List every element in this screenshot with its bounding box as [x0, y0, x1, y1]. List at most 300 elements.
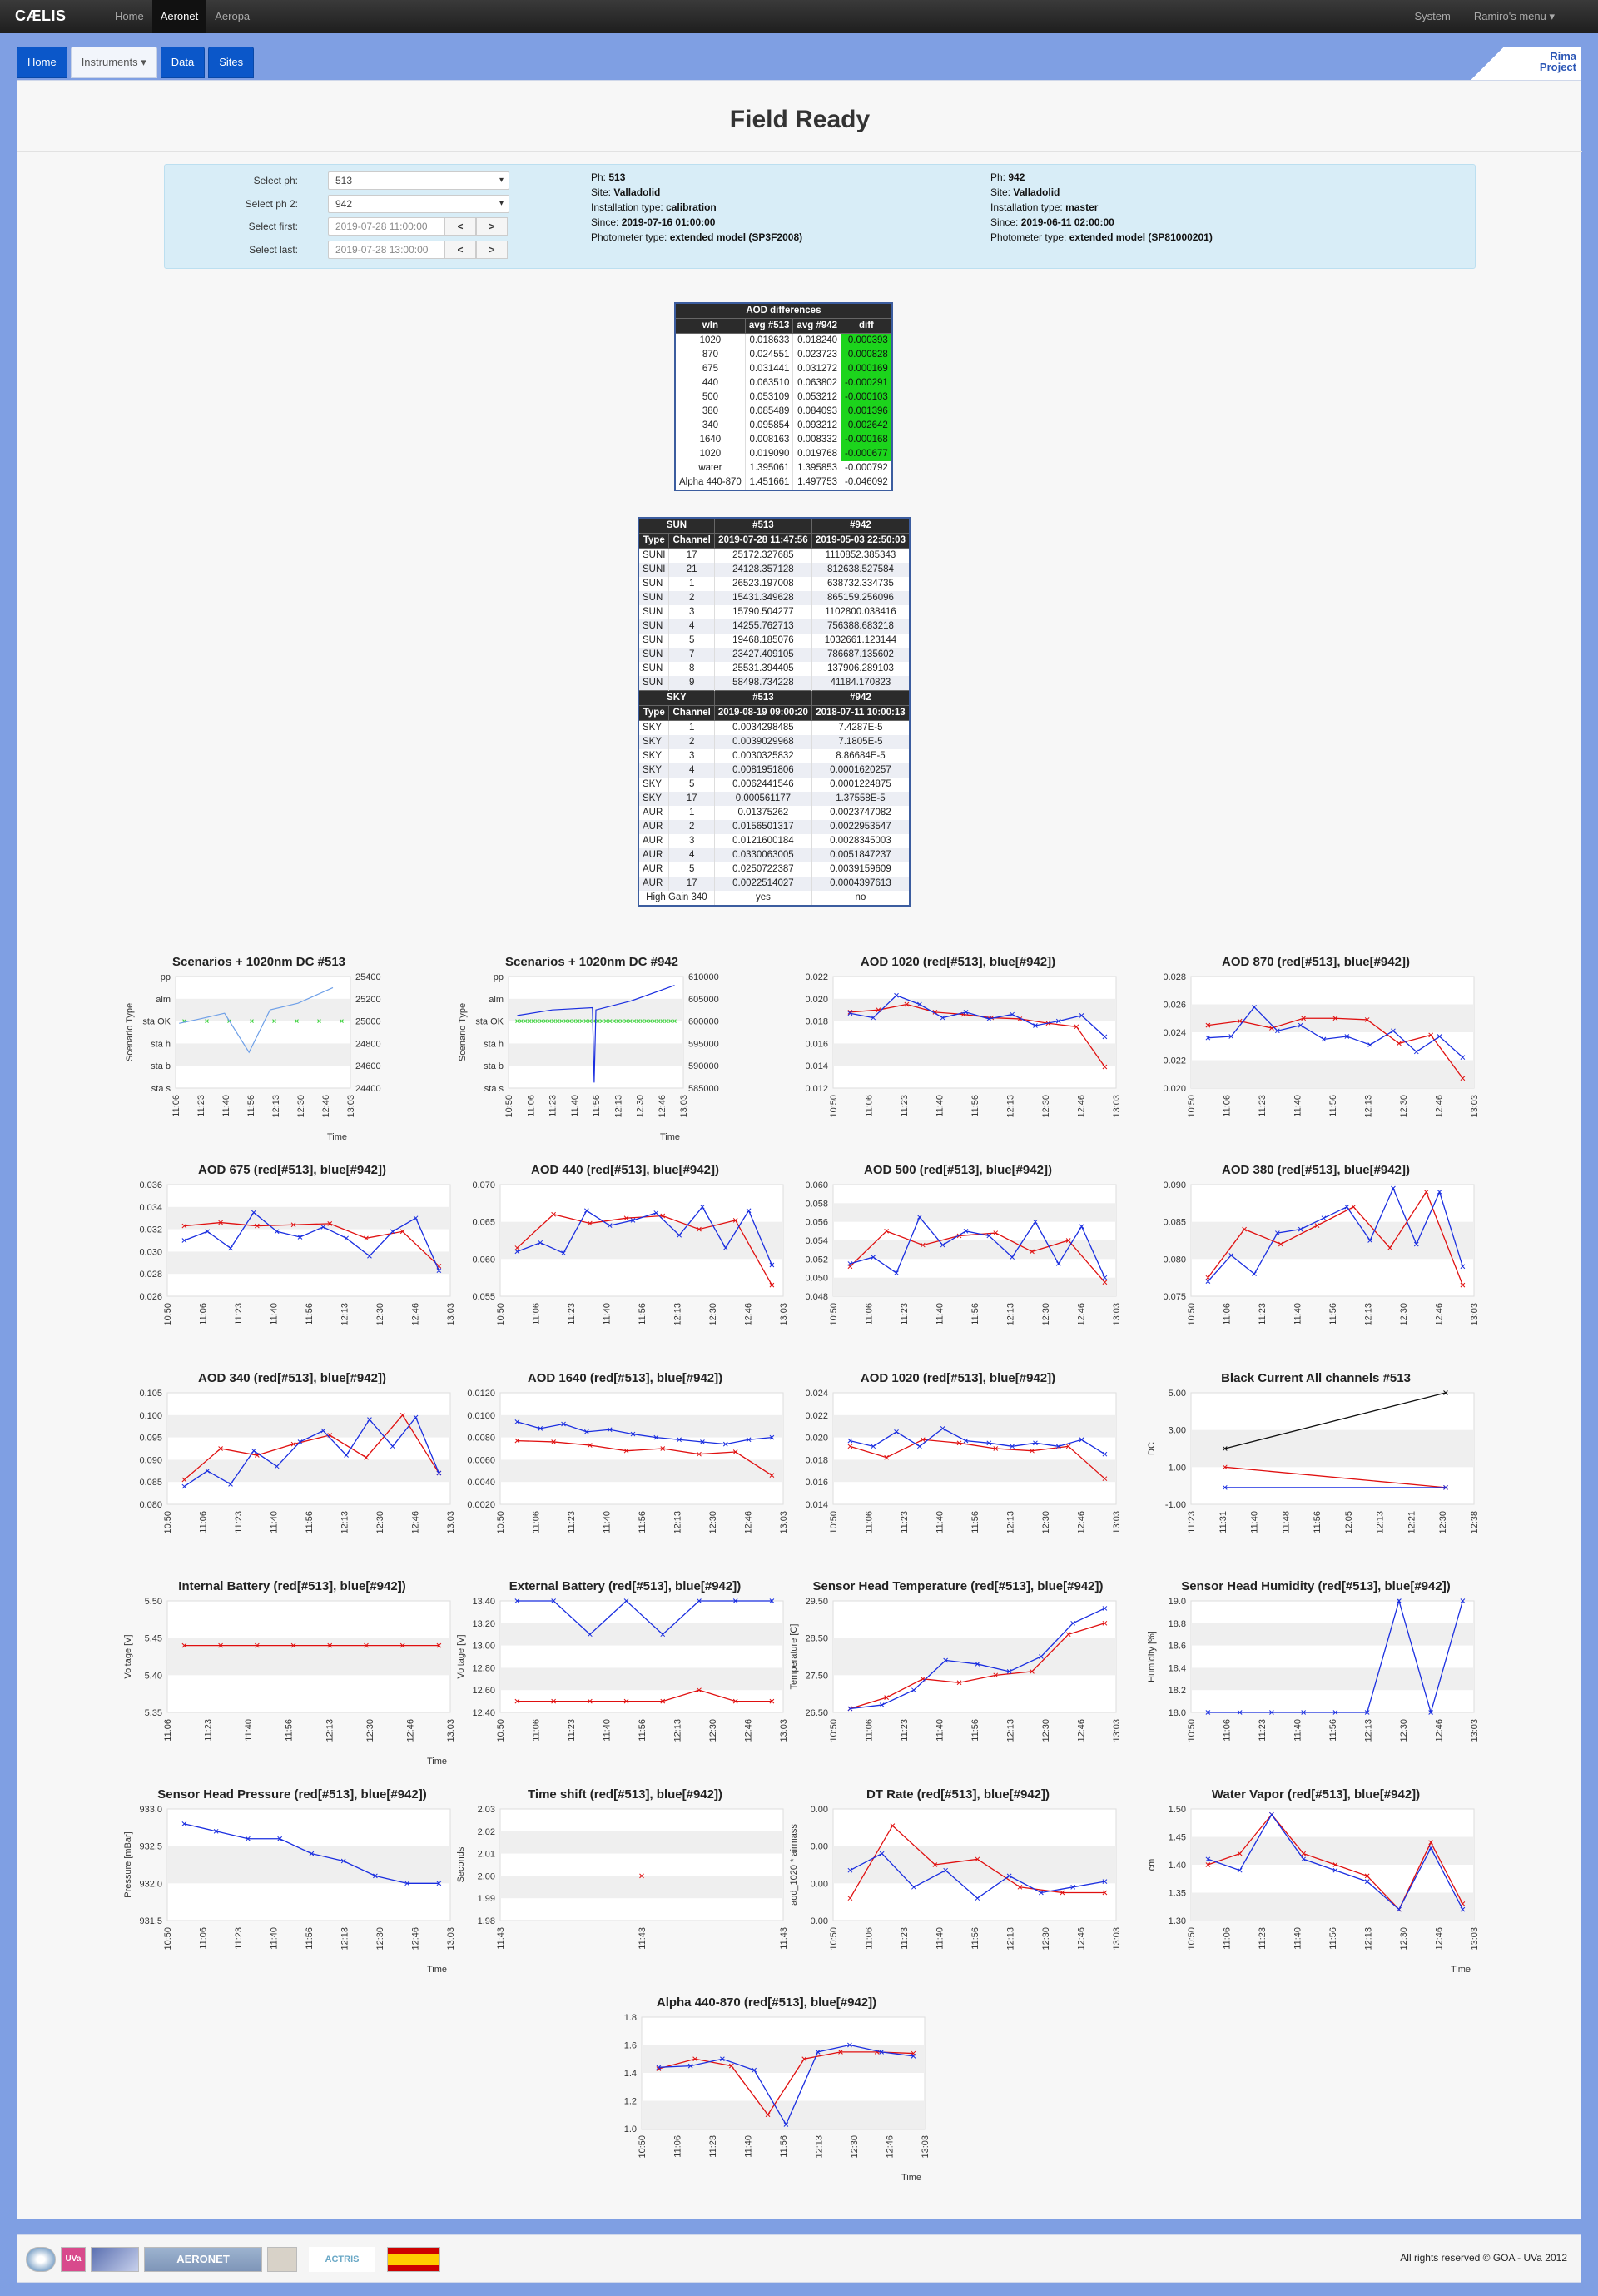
x-tick-label: 11:40: [935, 1927, 945, 1950]
uva-logo[interactable]: UVa: [61, 2247, 86, 2272]
x-tick-label: 11:23: [203, 1719, 214, 1742]
table-cell: 675: [675, 362, 745, 376]
x-tick-label: 11:40: [743, 2135, 754, 2158]
plot-area: [833, 1393, 1116, 1504]
x-tick-label: 11:43: [638, 1927, 648, 1950]
x-tick-label: 11:06: [531, 1719, 542, 1742]
x-tick-label: 10:50: [1187, 1719, 1197, 1742]
x-tick-label: 11:06: [526, 1095, 537, 1117]
chart: [450, 1579, 800, 1771]
x-tick-label: 12:46: [410, 1511, 421, 1534]
table-cell: -0.000291: [841, 376, 892, 390]
table-cell: 865159.256096: [811, 591, 910, 605]
x-tick-label: 12:13: [672, 1719, 683, 1742]
chart: [450, 1163, 800, 1354]
x-tick-label: 11:06: [864, 1511, 875, 1533]
y-tick-label: 18.0: [1168, 1708, 1186, 1718]
x-tick-label: 11:06: [198, 1303, 209, 1325]
table-cell: 0.0022953547: [811, 820, 910, 834]
chart-title: AOD 440 (red[#513], blue[#942]): [531, 1163, 719, 1177]
chart-svg: [450, 1804, 800, 1979]
chart-svg: [592, 2012, 941, 2187]
table-cell: 440: [675, 376, 745, 390]
table-cell: SKY: [638, 749, 669, 763]
table-cell: 0.063510: [745, 376, 793, 390]
table-cell: 0.0028345003: [811, 834, 910, 848]
nav-system[interactable]: System: [1414, 10, 1451, 22]
nav-user-menu[interactable]: Ramiro's menu ▾: [1473, 10, 1555, 22]
x-tick-label: 12:46: [410, 1303, 421, 1326]
table-cell: AUR: [638, 848, 669, 862]
top-navbar: [0, 0, 1598, 33]
chart-title: AOD 675 (red[#513], blue[#942]): [198, 1163, 386, 1177]
chart-svg: [450, 972, 733, 1146]
table-row: [638, 763, 910, 778]
table-header-row: [675, 303, 892, 319]
y-tick-label: 1.45: [1168, 1832, 1186, 1843]
table-cell: 0.018240: [793, 334, 841, 349]
x-tick-label: 12:30: [375, 1511, 385, 1534]
last-next-button[interactable]: >: [476, 241, 508, 259]
table-row: [638, 648, 910, 662]
rimo-logo[interactable]: [91, 2247, 139, 2272]
x-tick-label: 11:23: [1258, 1719, 1268, 1742]
table-cell: 0.053212: [793, 390, 841, 405]
table-row: [675, 348, 892, 362]
table-row: [638, 778, 910, 792]
table-cell: 0.008163: [745, 433, 793, 447]
x-tick-label: 11:06: [1222, 1095, 1233, 1117]
chart-title: AOD 340 (red[#513], blue[#942]): [198, 1371, 386, 1385]
x-tick-label: 12:46: [1076, 1303, 1087, 1326]
x-tick-label: 11:40: [269, 1927, 280, 1950]
x-tick-label: 12:30: [1041, 1303, 1051, 1326]
table-header-row: [675, 319, 892, 334]
table-cell: 17: [669, 877, 714, 891]
x-tick-label: 12:13: [1363, 1719, 1374, 1742]
table-cell: 786687.135602: [811, 648, 910, 662]
chart-title: AOD 1640 (red[#513], blue[#942]): [527, 1371, 723, 1385]
ph-select[interactable]: 513 ▾: [328, 171, 509, 190]
x-tick-label: 10:50: [829, 1719, 839, 1742]
column-header: SUN: [638, 518, 714, 534]
y-tick-label: sta h: [151, 1039, 171, 1050]
table-cell: 1: [669, 806, 714, 820]
x-tick-label: 11:06: [1222, 1927, 1233, 1950]
x-tick-label: 11:56: [970, 1095, 980, 1117]
table-cell: 9: [669, 676, 714, 691]
y-tick-label: 0.026: [1163, 1000, 1186, 1011]
table-cell: 1640: [675, 433, 745, 447]
x-tick-label: 13:03: [1470, 1095, 1480, 1118]
table-cell: 3: [669, 605, 714, 619]
table-cell: 41184.170823: [811, 676, 910, 691]
tab-home[interactable]: Home: [17, 47, 67, 78]
chart: [117, 1787, 467, 1979]
plot-area: [167, 1185, 450, 1296]
x-tick-label: 11:23: [1258, 1927, 1268, 1950]
plot-area: [500, 1601, 783, 1712]
chart: [450, 1371, 800, 1563]
chart-svg: [783, 1180, 1133, 1354]
x-tick-label: 12:30: [708, 1719, 718, 1742]
y-tick-label: sta s: [484, 1084, 504, 1094]
y-tick-label: 18.8: [1168, 1618, 1186, 1629]
y-tick-label: 0.014: [805, 1061, 828, 1072]
column-header: wln: [675, 319, 745, 334]
table-cell: 3: [669, 834, 714, 848]
x-tick-label: 12:30: [1041, 1927, 1051, 1951]
table-cell: 340: [675, 419, 745, 433]
x-tick-label: 12:13: [271, 1095, 281, 1118]
y-tick-label: 29.50: [805, 1597, 828, 1607]
x-tick-label: 12:46: [657, 1095, 667, 1118]
x-tick-label: 12:13: [672, 1303, 683, 1326]
y-tick-label: 0.0120: [467, 1389, 495, 1399]
chart-svg: [783, 972, 1133, 1146]
actris-logo[interactable]: ACTRIS: [309, 2247, 375, 2272]
x-tick-label: 11:40: [602, 1303, 613, 1325]
copyright-text: All rights reserved © GOA - UVa 2012: [1400, 2252, 1567, 2264]
table-cell: 0.0062441546: [714, 778, 811, 792]
chart-svg: [783, 1804, 1133, 1979]
x-tick-label: 12:13: [672, 1511, 683, 1534]
table-cell: SUN: [638, 619, 669, 634]
x-tick-label: 13:03: [1112, 1511, 1122, 1534]
y2-tick-label: 25200: [355, 994, 381, 1005]
y-axis-label: cm: [1147, 1858, 1157, 1871]
table-cell: 380: [675, 405, 745, 419]
y-tick-label: 932.0: [139, 1879, 162, 1890]
tab-sites[interactable]: Sites: [208, 47, 254, 78]
x-tick-label: 11:40: [1293, 1719, 1303, 1742]
y-tick-label: 5.00: [1168, 1389, 1186, 1399]
y-tick-label: sta b: [151, 1061, 171, 1072]
table-row: [675, 461, 892, 475]
table-cell: 17: [669, 549, 714, 564]
section-tabs: [17, 47, 254, 78]
chart-svg: [117, 1388, 467, 1563]
x-tick-label: 11:56: [970, 1927, 980, 1950]
column-header: #513: [714, 518, 811, 534]
y-axis-label: Scenario Type: [458, 1002, 468, 1062]
x-tick-label: 13:03: [1112, 1095, 1122, 1118]
table-cell: 0.085489: [745, 405, 793, 419]
grid-band: [1191, 1222, 1474, 1260]
x-tick-label: 13:03: [779, 1511, 789, 1534]
table-cell: Alpha 440-870: [675, 475, 745, 490]
grid-band: [167, 1207, 450, 1230]
chart-title: DT Rate (red[#513], blue[#942]): [866, 1787, 1050, 1802]
y-tick-label: 5.40: [144, 1671, 162, 1682]
x-tick-label: 11:23: [234, 1927, 244, 1950]
y-tick-label: 0.090: [139, 1455, 162, 1466]
y-tick-label: 0.020: [805, 1433, 828, 1444]
first-prev-button[interactable]: <: [444, 217, 476, 236]
table-cell: 1102800.038416: [811, 605, 910, 619]
y-tick-label: 5.45: [144, 1633, 162, 1644]
chart-svg: [1141, 1596, 1491, 1771]
chart-svg: [117, 1596, 467, 1771]
table-cell: 0.024551: [745, 348, 793, 362]
x-tick-label: 11:56: [1328, 1095, 1338, 1117]
y-tick-label: 0.050: [805, 1273, 828, 1284]
y-tick-label: 0.055: [472, 1292, 495, 1302]
column-header: avg #942: [793, 319, 841, 334]
x-tick-label: 12:30: [1438, 1511, 1449, 1534]
tab-data[interactable]: Data: [161, 47, 205, 78]
table-cell: AUR: [638, 862, 669, 877]
table-cell: 0.0156501317: [714, 820, 811, 834]
table-cell: 5: [669, 778, 714, 792]
x-axis-label: Time: [1450, 1965, 1471, 1975]
last-prev-button[interactable]: <: [444, 241, 476, 259]
column-header: #513: [714, 691, 811, 706]
table-cell: 0.0039029968: [714, 735, 811, 749]
x-tick-label: 11:06: [1222, 1719, 1233, 1742]
y-tick-label: 1.00: [1168, 1463, 1186, 1474]
y-tick-label: alm: [489, 994, 504, 1005]
plot-area: [509, 977, 683, 1088]
table-cell: 0.023723: [793, 348, 841, 362]
y-tick-label: 0.048: [805, 1292, 828, 1302]
table-cell: SUN: [638, 577, 669, 591]
x-tick-label: 11:40: [1293, 1927, 1303, 1950]
grid-band: [1191, 1837, 1474, 1866]
table-cell: 0.0030325832: [714, 749, 811, 763]
y-tick-label: 0.00: [810, 1805, 828, 1815]
x-tick-label: 12:13: [613, 1095, 624, 1118]
x-tick-label: 12:13: [1375, 1511, 1386, 1534]
table-cell: 0.093212: [793, 419, 841, 433]
table-row: [675, 447, 892, 461]
x-tick-label: 11:56: [284, 1719, 295, 1742]
spain-ministry-logo[interactable]: [387, 2247, 440, 2272]
y-tick-label: 2.03: [477, 1805, 495, 1815]
first-label: Select first:: [248, 221, 298, 232]
table-row: [675, 405, 892, 419]
table-cell: 0.0022514027: [714, 877, 811, 891]
y-tick-label: -1.00: [1164, 1500, 1186, 1510]
y-tick-label: 18.6: [1168, 1641, 1186, 1652]
y-tick-label: 0.00: [810, 1879, 828, 1890]
chart-title: Scenarios + 1020nm DC #942: [504, 955, 679, 969]
table-cell: yes: [714, 891, 811, 906]
first-next-button[interactable]: >: [476, 217, 508, 236]
x-tick-label: 12:46: [410, 1927, 421, 1951]
chart-title: AOD 1020 (red[#513], blue[#942]): [860, 955, 1056, 969]
table-row: [638, 820, 910, 834]
y-tick-label: 0.018: [805, 1455, 828, 1466]
x-tick-label: 11:56: [779, 2135, 789, 2158]
table-row: [675, 376, 892, 390]
chart-svg: [450, 1388, 800, 1563]
table-cell: -0.000103: [841, 390, 892, 405]
chart: [117, 1371, 467, 1563]
y-tick-label: 0.080: [139, 1500, 162, 1510]
grid-band: [176, 999, 350, 1021]
last-date-input[interactable]: 2019-07-28 13:00:00: [328, 241, 444, 259]
divider: [17, 151, 1582, 152]
x-tick-label: 12:46: [1076, 1511, 1087, 1534]
y-tick-label: 2.00: [477, 1871, 495, 1882]
grid-band: [500, 1831, 783, 1854]
rima-project-logo: Rima Project: [1457, 47, 1581, 80]
table-cell: water: [675, 461, 745, 475]
x-tick-label: 11:40: [221, 1095, 231, 1117]
table-cell: 0.095854: [745, 419, 793, 433]
y2-tick-label: 600000: [688, 1016, 719, 1027]
table-cell: 0.063802: [793, 376, 841, 390]
y-tick-label: 13.20: [472, 1618, 495, 1629]
table-cell: 0.018633: [745, 334, 793, 349]
table-cell: 0.019090: [745, 447, 793, 461]
table-cell: 0.031441: [745, 362, 793, 376]
table-row: [638, 806, 910, 820]
x-axis-label: Time: [426, 1757, 447, 1767]
x-tick-label: 12:30: [1399, 1095, 1409, 1118]
table-cell: 0.084093: [793, 405, 841, 419]
column-header: Type: [638, 534, 669, 549]
chart: [783, 1163, 1133, 1354]
x-tick-label: 11:06: [198, 1927, 209, 1950]
x-tick-label: 11:40: [935, 1719, 945, 1742]
table-row: [638, 749, 910, 763]
table-row: [638, 662, 910, 676]
y2-tick-label: 24400: [355, 1084, 381, 1094]
aeronet-logo[interactable]: AERONET: [144, 2247, 262, 2272]
chart-title: Scenarios + 1020nm DC #513: [171, 955, 346, 969]
y2-tick-label: 25400: [355, 972, 381, 982]
y-tick-label: 0.0080: [467, 1433, 495, 1444]
y-tick-label: 5.50: [144, 1597, 162, 1607]
column-header: Channel: [669, 534, 714, 549]
x-tick-label: 11:23: [900, 1511, 910, 1533]
chart-svg: [450, 1180, 800, 1354]
x-tick-label: 12:30: [1041, 1719, 1051, 1742]
building-logo[interactable]: [267, 2247, 297, 2272]
tab-instruments[interactable]: Instruments ▾: [71, 47, 157, 78]
x-tick-label: 10:50: [829, 1927, 839, 1951]
table-row: [638, 735, 910, 749]
table-cell: SUNI: [638, 563, 669, 577]
x-tick-label: 13:03: [1470, 1719, 1480, 1742]
y-tick-label: 13.00: [472, 1641, 495, 1652]
x-tick-label: 11:23: [548, 1095, 558, 1117]
table-cell: 638732.334735: [811, 577, 910, 591]
grid-band: [176, 1043, 350, 1066]
y-tick-label: 0.0040: [467, 1478, 495, 1488]
x-tick-label: 11:06: [171, 1095, 181, 1117]
table-cell: 0.000561177: [714, 792, 811, 806]
grid-band: [642, 2101, 925, 2130]
plot-area: [1191, 1601, 1474, 1712]
aod-differences-table: [674, 302, 893, 491]
table-row: [638, 549, 910, 564]
nav-home[interactable]: Home: [115, 10, 144, 22]
table-cell: 0.0330063005: [714, 848, 811, 862]
x-tick-label: 12:13: [1363, 1927, 1374, 1951]
x-tick-label: 12:13: [1005, 1303, 1016, 1326]
y-tick-label: 5.35: [144, 1708, 162, 1718]
y-tick-label: 1.8: [623, 2013, 637, 2023]
y-tick-label: 0.105: [139, 1389, 162, 1399]
y-tick-label: 0.034: [139, 1202, 162, 1213]
x-tick-label: 11:40: [602, 1719, 613, 1742]
table-cell: 17: [669, 792, 714, 806]
table-cell: SUN: [638, 648, 669, 662]
y-tick-label: alm: [156, 994, 171, 1005]
table-cell: 0.031272: [793, 362, 841, 376]
ph2-select[interactable]: 942 ▾: [328, 195, 509, 213]
grid-band: [1191, 1430, 1474, 1468]
x-tick-label: 11:23: [196, 1095, 206, 1117]
x-tick-label: 13:03: [1470, 1927, 1480, 1951]
y-axis-label: Temperature [C]: [789, 1623, 799, 1690]
x-tick-label: 12:21: [1407, 1511, 1417, 1534]
chart: [592, 1995, 941, 2187]
x-tick-label: 11:06: [864, 1303, 875, 1325]
table-cell: SUN: [638, 591, 669, 605]
x-tick-label: 11:40: [602, 1511, 613, 1533]
table-cell: 0.0121600184: [714, 834, 811, 848]
x-tick-label: 10:50: [163, 1927, 173, 1951]
y-axis-label: Voltage [V]: [456, 1634, 466, 1679]
x-tick-label: 11:56: [1313, 1511, 1323, 1533]
x-tick-label: 13:03: [921, 2135, 931, 2159]
x-tick-label: 11:23: [1187, 1511, 1197, 1533]
goa-logo[interactable]: [26, 2247, 56, 2272]
chart: [783, 1787, 1133, 1979]
table-cell: High Gain 340: [638, 891, 714, 906]
table-row: [638, 862, 910, 877]
x-tick-label: 13:03: [679, 1095, 689, 1118]
x-tick-label: 12:46: [743, 1303, 754, 1326]
nav-aeropa[interactable]: Aeropa: [215, 10, 251, 22]
table-cell: 1.37558E-5: [811, 792, 910, 806]
first-date-input[interactable]: 2019-07-28 11:00:00: [328, 217, 444, 236]
column-header: 2019-05-03 22:50:03: [811, 534, 910, 549]
table-row: [638, 792, 910, 806]
x-tick-label: 12:30: [708, 1303, 718, 1326]
nav-aeronet[interactable]: Aeronet: [152, 0, 207, 33]
table-row: [638, 877, 910, 891]
y2-tick-label: 610000: [688, 972, 719, 982]
table-cell: 25172.327685: [714, 549, 811, 564]
x-tick-label: 12:13: [1363, 1095, 1374, 1118]
table-cell: 0.0039159609: [811, 862, 910, 877]
table-cell: 0.01375262: [714, 806, 811, 820]
x-tick-label: 11:06: [1222, 1303, 1233, 1325]
table-row: [638, 891, 910, 906]
y-tick-label: 0.085: [1163, 1217, 1186, 1228]
caelis-logo[interactable]: CÆLIS: [15, 7, 67, 24]
y-tick-label: 1.50: [1168, 1805, 1186, 1815]
chart: [1141, 1579, 1491, 1771]
x-tick-label: 11:06: [672, 2135, 683, 2158]
selection-panel: [164, 164, 1476, 269]
y-tick-label: 12.40: [472, 1708, 495, 1718]
x-axis-label: Time: [426, 1965, 447, 1975]
table-cell: SUN: [638, 605, 669, 619]
y-tick-label: 933.0: [139, 1805, 162, 1815]
table-cell: 1020: [675, 334, 745, 349]
x-tick-label: 11:23: [900, 1303, 910, 1325]
table-cell: 2: [669, 735, 714, 749]
table-cell: 1.497753: [793, 475, 841, 490]
y-tick-label: 0.024: [805, 1389, 828, 1399]
table-cell: 1020: [675, 447, 745, 461]
